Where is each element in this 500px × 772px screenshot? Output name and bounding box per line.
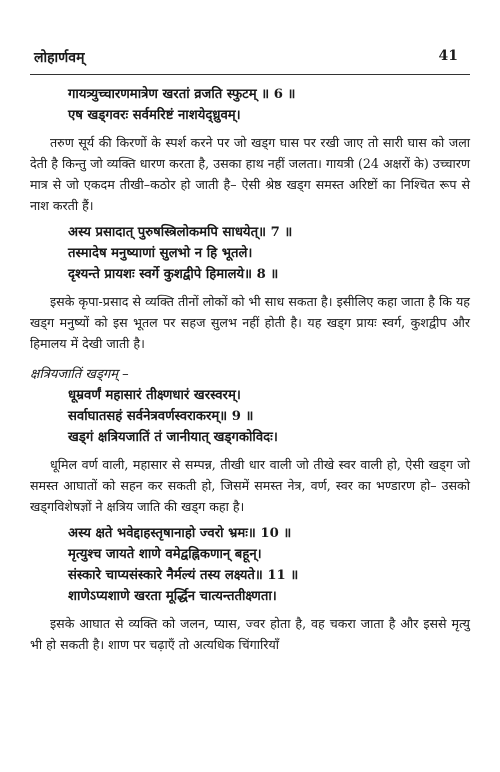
verse-line: अस्य प्रसादात् पुरुषस्त्रिलोकमपि साधयेत्॥ 7 ॥ (68, 225, 293, 240)
verse-line: एष खड्गवरः सर्वमरिष्टं नाशयेद्ध्रुवम्। (68, 108, 241, 123)
verse-line: धूम्रवर्णं महासारं तीक्ष्णधारं खरस्वरम्। (68, 388, 241, 403)
verse-line: संस्कारे चाप्यसंस्कारे नैर्मल्यं तस्य लक्ष्यते॥ 11 ॥ (68, 568, 299, 583)
translation-paragraph: इसके कृपा-प्रसाद से व्यक्ति तीनों लोकों को भी साध सकता है। इसीलिए कहा जाता है कि यह खड्ग मनुष्यों को इस भूतल पर सहज सुलभ नहीं होती है। यह खड्ग प्रायः स्वर्ग, कुशद्वीप और हिमालय में देखी जाती है। (30, 294, 470, 351)
verse-line: खड्गं क्षत्रियजातिं तं जानीयात् खड्गकोविदः। (68, 430, 278, 445)
translation-paragraph: इसके आघात से व्यक्ति को जलन, प्यास, ज्वर होता है, वह चकरा जाता है और इससे मृत्यु भी हो सकती है। शाण पर चढ़ाएँ तो अत्यधिक चिंगारियाँ (30, 616, 470, 652)
verse-line: दृश्यन्ते प्रायशः स्वर्गे कुशद्वीपे हिमालये॥ 8 ॥ (68, 267, 279, 282)
translation-paragraph: धूमिल वर्ण वाली, महासार से सम्पन्न, तीखी धार वाली जो तीखे स्वर वाली हो, ऐसी खड्ग जो समस्त आघातों को सहन कर सकती हो, जिसमें समस्त नेत्र, वर्ण, स्वर का भण्डारण हो– उसको खड्गविशेषज्ञों ने क्षत्रिय जाति की खड्ग कहा है। (30, 457, 470, 514)
page-number: 41 (438, 48, 458, 64)
verse-line: अस्य क्षते भवेद्दाहस्तृषानाहो ज्वरो भ्रमः॥ 10 ॥ (68, 526, 292, 541)
verse-line: गायत्र्युच्चारणमात्रेण खरतां व्रजति स्फुटम् ॥ 6 ॥ (68, 87, 296, 102)
verse-block (30, 222, 470, 285)
verse-line: तस्मादेष मनुष्याणां सुलभो न हि भूतले। (68, 246, 253, 261)
verse-block (30, 523, 470, 607)
verse-line: मृत्युश्च जायते शाणे वमेद्वह्निकणान् बहून्। (68, 547, 262, 562)
verse-block (30, 385, 470, 448)
verse-line: शाणेऽप्यशाणे खरता मूर्द्धिन चात्यन्ततीक्ष्णता। (68, 589, 277, 604)
header-rule (30, 74, 470, 75)
section-subheading: क्षत्रियजातिं खड्गम् – (30, 367, 129, 382)
running-header-title: लोहार्णवम् (34, 50, 85, 66)
verse-line: सर्वाघातसहं सर्वनेत्रवर्णस्वराकरम्॥ 9 ॥ (68, 409, 254, 424)
page-body (30, 84, 470, 661)
verse-block (30, 84, 470, 126)
translation-paragraph: तरुण सूर्य की किरणों के स्पर्श करने पर जो खड्ग घास पर रखी जाए तो सारी घास को जला देती है किन्तु जो व्यक्ति धारण करता है, उसका हाथ नहीं जलता। गायत्री (24 अक्षरों के) उच्चारण मात्र से जो एकदम तीखी–कठोर हो जाती है– ऐसी श्रेष्ठ खड्ग समस्त अरिष्टों का निश्चित रूप से नाश करती हैं। (30, 135, 470, 213)
